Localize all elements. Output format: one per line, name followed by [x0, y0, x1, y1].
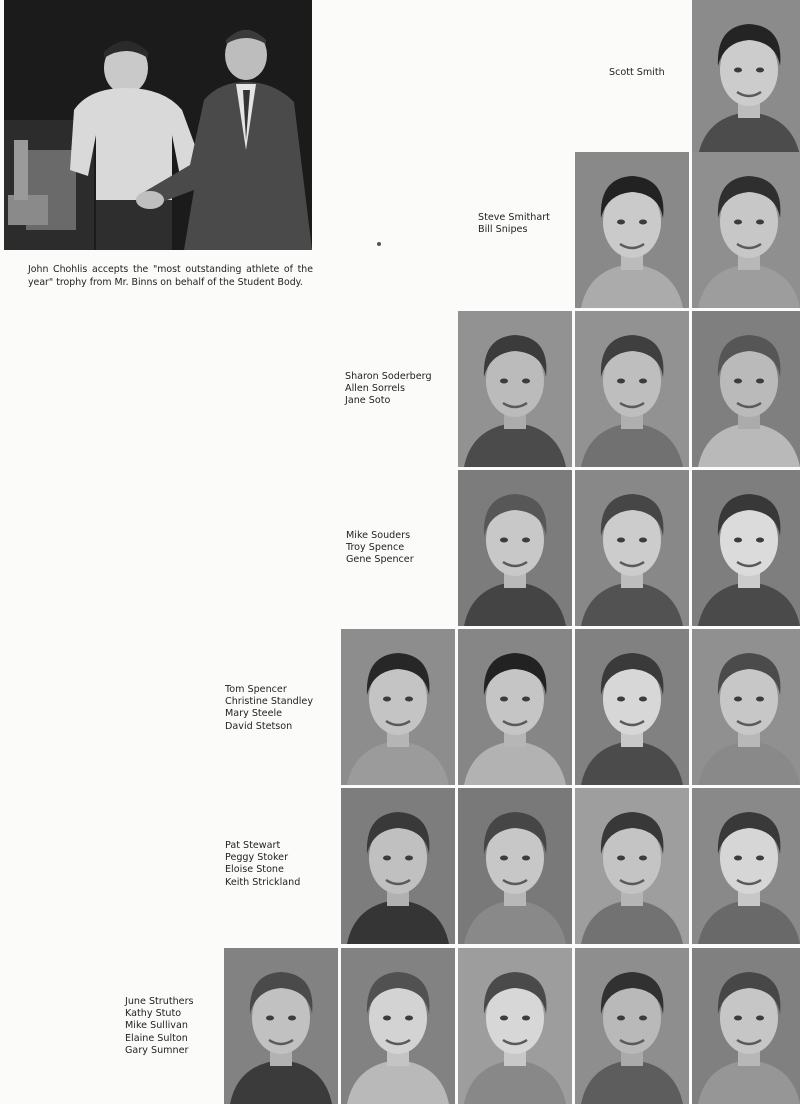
name-list-row-2 — [478, 212, 550, 236]
student-name: Troy Spence — [346, 542, 405, 554]
student-portrait — [224, 948, 338, 1104]
student-portrait — [341, 948, 455, 1104]
student-portrait — [341, 788, 455, 944]
student-portrait — [575, 152, 689, 308]
student-name: Gary Sumner — [125, 1044, 189, 1056]
student-portrait — [458, 629, 572, 785]
student-name: Scott Smith — [609, 67, 665, 78]
name-list-row-6 — [225, 840, 300, 889]
student-name: Gene Spencer — [346, 554, 414, 566]
name-list-row-7 — [125, 996, 194, 1057]
student-name: Keith Strickland — [225, 876, 301, 888]
portrait-image — [341, 948, 455, 1104]
student-name: Mary Steele — [225, 708, 283, 720]
student-name: Steve Smithart — [478, 212, 550, 223]
portrait-image — [224, 948, 338, 1104]
portrait-image — [575, 152, 689, 308]
portrait-image — [692, 948, 800, 1104]
student-portrait — [458, 470, 572, 626]
student-name: Allen Sorrels — [345, 383, 405, 395]
portrait-image — [458, 470, 572, 626]
student-name: Bill Snipes — [478, 224, 528, 236]
portrait-image — [458, 788, 572, 944]
student-name: June Struthers — [125, 996, 194, 1007]
student-name: Eloise Stone — [225, 864, 284, 876]
portrait-image — [692, 311, 800, 467]
student-portrait — [458, 948, 572, 1104]
portrait-image — [692, 470, 800, 626]
portrait-image — [341, 788, 455, 944]
student-name: Mike Sullivan — [125, 1020, 188, 1032]
student-portrait — [692, 311, 800, 467]
student-portrait — [575, 629, 689, 785]
student-portrait — [341, 629, 455, 785]
portrait-image — [575, 788, 689, 944]
student-name: Jane Soto — [345, 395, 391, 407]
student-name: David Stetson — [225, 720, 293, 732]
student-portrait — [575, 311, 689, 467]
name-list-row-1 — [609, 67, 665, 79]
portrait-image — [458, 629, 572, 785]
photo-caption: John Chohlis accepts the "most outstanding athlete of the year" trophy from Mr. Binns on behalf of the Student Body. — [28, 264, 313, 288]
student-portrait — [458, 788, 572, 944]
name-list-row-5 — [225, 684, 313, 733]
name-list-row-4 — [346, 530, 414, 567]
student-portrait — [692, 629, 800, 785]
portrait-image — [575, 311, 689, 467]
portrait-image — [575, 470, 689, 626]
portrait-image — [575, 629, 689, 785]
student-portrait — [692, 788, 800, 944]
student-portrait — [575, 788, 689, 944]
portrait-image — [458, 311, 572, 467]
student-portrait — [692, 152, 800, 308]
page-speck — [377, 242, 381, 246]
portrait-image — [458, 948, 572, 1104]
portrait-image — [692, 629, 800, 785]
student-name: Sharon Soderberg — [345, 371, 432, 382]
award-photo-image — [4, 0, 312, 250]
student-name: Pat Stewart — [225, 840, 281, 851]
student-name: Mike Souders — [346, 530, 411, 541]
student-name: Kathy Stuto — [125, 1008, 182, 1020]
student-portrait — [458, 311, 572, 467]
student-name: Tom Spencer — [225, 684, 287, 695]
student-portrait — [575, 470, 689, 626]
portrait-image — [692, 788, 800, 944]
student-portrait — [575, 948, 689, 1104]
student-portrait — [692, 470, 800, 626]
student-name: Elaine Sulton — [125, 1032, 188, 1044]
portrait-image — [575, 948, 689, 1104]
portrait-image — [692, 0, 800, 156]
student-portrait — [692, 0, 800, 156]
portrait-image — [341, 629, 455, 785]
student-portrait — [692, 948, 800, 1104]
award-photo — [4, 0, 312, 250]
name-list-row-3 — [345, 371, 432, 408]
student-name: Christine Standley — [225, 696, 313, 708]
student-name: Peggy Stoker — [225, 852, 289, 864]
portrait-image — [692, 152, 800, 308]
